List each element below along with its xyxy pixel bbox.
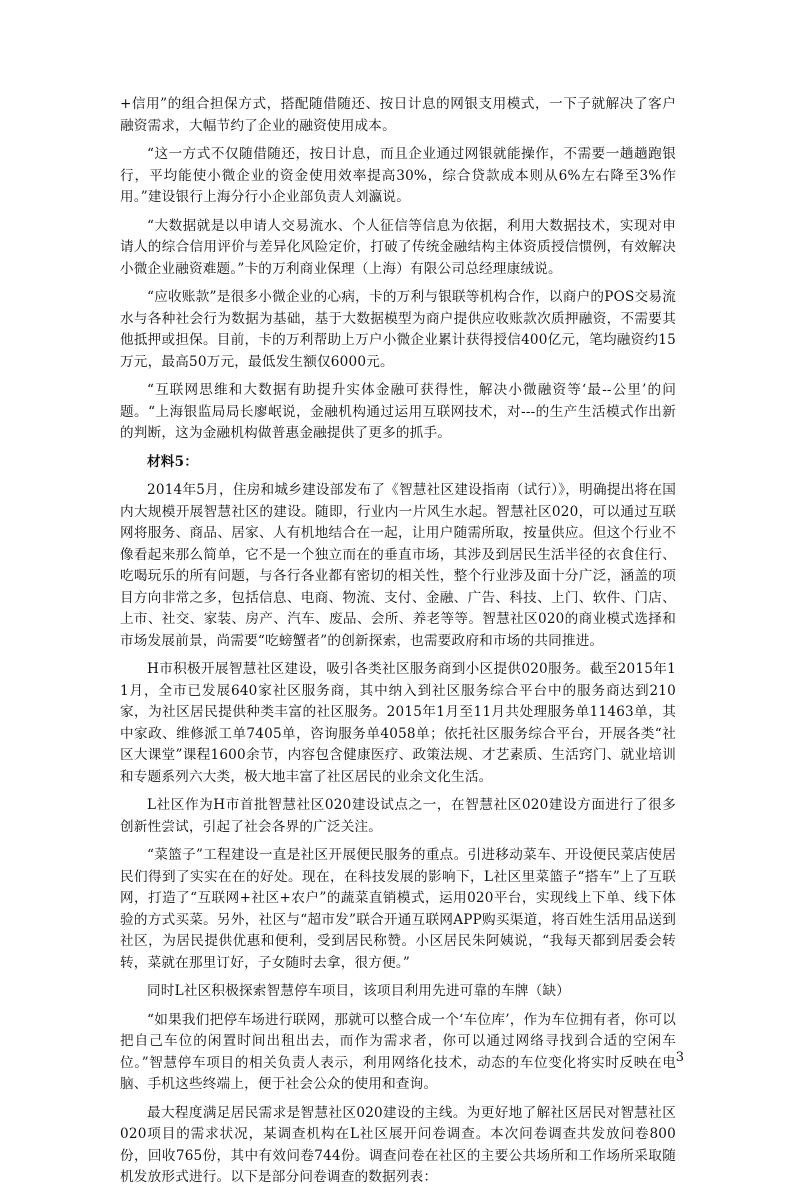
paragraph-11: “如果我们把停车场进行联网，那就可以整合成一个‘车位库’，作为车位拥有者，你可以把自己车位的闲置时间出租出去，而作为需求者，你可以通过网络寻找到合适的空闲车位。”智慧停车项目的相关负责人表示，利用网络化技术，动态的车位变化将实时反映在电脑、手机这些终端上，便于社会公众的使用和查询。 bbox=[120, 1011, 676, 1092]
paragraph-5: “互联网思维和大数据有助提升实体金融可获得性，解决小微融资等‘最--公里’的问题。“上海银监局局长廖岷说，金融机构通过运用互联网技术，对---的生产生活模式作出新的判断，这为金融机构做普惠金融提供了更多的抓手。 bbox=[120, 382, 676, 441]
paragraph-3: “大数据就是以申请人交易流水、个人征信等信息为依据，利用大数据技术，实现对申请人的综合信用评价与差异化风险定价，打破了传统金融结构主体资质授信惯例，有效解决小微企业融资难题。”卡的万利商业保理（上海）有限公司总经理康绒说。 bbox=[120, 217, 676, 277]
paragraph-6: 2014年5月，住房和城乡建设部发布了《智慧社区建设指南（试行）》，明确提出将在国内大规模开展智慧社区的建设。随即，行业内一片风生水起。智慧社区020，可以通过互联网将服务、商品、居家、人有机地结合在一起，让用户随需所取，按量供应。但这个行业不像看起来那么简单，它不是一个独立而在的垂直市场，其涉及到居民生活半径的衣食住行、吃喝玩乐的所有问题，与各行各业都有密切的相关性，整个行业涉及面十分广泛，涵盖的项目方向非常之多，包括信息、电商、物流、支付、金融、广告、科技、上门、软件、门店、上市、社交、家装、房产、汽车、废品、会所、养老等等。智慧社区020的商业模式选择和市场发展前景，尚需要“吃螃蟹者”的创新探索，也需要政府和市场的共同推进。 bbox=[120, 482, 676, 649]
paragraph-9: “菜篮子”工程建设一直是社区开展便民服务的重点。引进移动菜车、开设便民菜店使居民们得到了实实在在的好处。现在，在科技发展的影响下，L社区里菜篮子“搭车”上了互联网，打造了“互联网+社区+农户”的蔬菜直销模式，运用020平台，实现线上下单、线下体验的方式买菜。另外，社区与“超市发”联合开通互联网APP购买渠道，将百姓生活用品送到社区，为居民提供优惠和便利，受到居民称赞。小区居民朱阿姨说，“我每天都到居委会转转，菜就在那里订好，子女随时去拿，很方便。” bbox=[120, 847, 676, 971]
page-number: 3 bbox=[675, 1050, 684, 1065]
paragraph-12: 最大程度满足居民需求是智慧社区020建设的主线。为更好地了解社区居民对智慧社区020项目的需求状况，某调查机构在L社区展开问卷调查。本次问卷调查共发放问卷800份，回收765份，其中有效问卷744份。调查问卷在社区的主要公共场所和工作场所采取随机发放形式进行。以下是部分问卷调查的数据列表： bbox=[120, 1104, 676, 1185]
paragraph-7: H市积极开展智慧社区建设，吸引各类社区服务商到小区提供020服务。截至2015年11月，全市已发展640家社区服务商，其中纳入到社区服务综合平台中的服务商达到210家，为社区居民提供种类丰富的社区服务。2015年1月至11月共处理服务单11463单，其中家政、维修派工单7405单，咨询服务单4058单；依托社区服务综合平台，开展各类“社区大课堂”课程1600余节，内容包含健康医疗、政策法规、才艺素质、生活窍门、就业培训和专题系列六大类，极大地丰富了社区居民的业余文化生活。 bbox=[120, 661, 676, 785]
section-heading: 材料5： bbox=[147, 453, 199, 470]
document-body bbox=[120, 94, 676, 1196]
paragraph-4: “应收账款”是很多小微企业的心病，卡的万利与银联等机构合作，以商户的POS交易流水与各种社会行为数据为基础，基于大数据模型为商户提供应收账款次质押融资，不需要其他抵押或担保。目前，卡的万利帮助上万户小微企业累计获得授信400亿元，笔均融资约15万元，最高50万元，最低发生额仅6000元。 bbox=[120, 289, 676, 370]
paragraph-10: 同时L社区积极探索智慧停车项目，该项目利用先进可靠的车牌（缺） bbox=[147, 983, 571, 999]
paragraph-8: L社区作为H市首批智慧社区020建设试点之一，在智慧社区020建设方面进行了很多创新性尝试，引起了社会各界的广泛关注。 bbox=[120, 797, 676, 835]
paragraph-2: “这一方式不仅随借随还，按日计息，而且企业通过网银就能操作，不需要一趟趟跑银行，平均能使小微企业的资金使用效率提高30%，综合贷款成本则从6%左右降至3%作用。”建设银行上海分行小企业部负责人刘瀛说。 bbox=[120, 146, 676, 205]
paragraph-1: +信用”的组合担保方式，搭配随借随还、按日计息的网银支用模式，一下子就解决了客户融资需求，大幅节约了企业的融资使用成本。 bbox=[120, 96, 676, 134]
